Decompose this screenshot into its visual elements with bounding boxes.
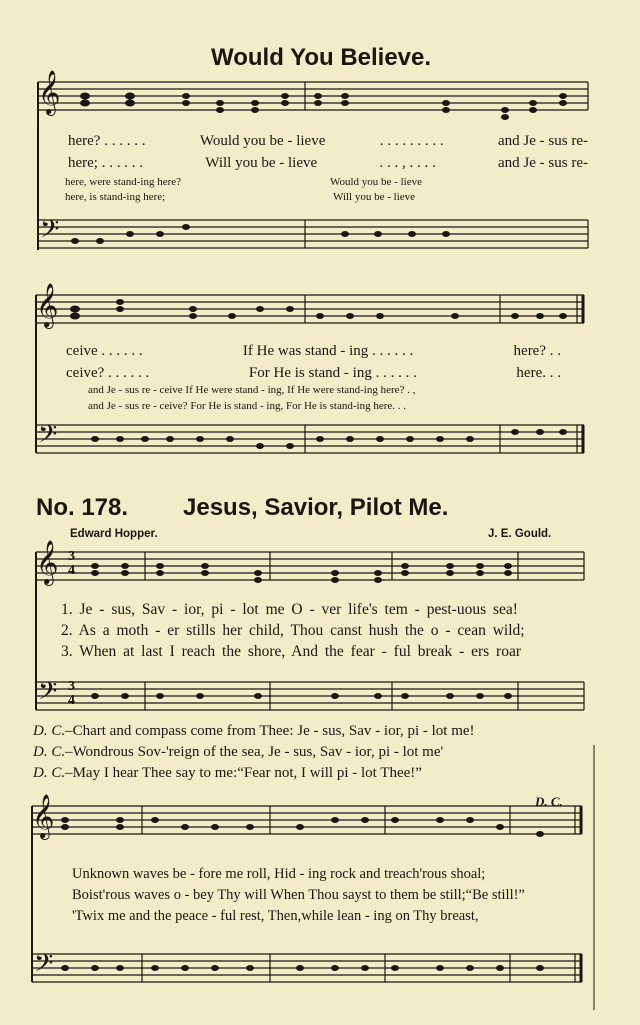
dc-mark: D. C. [535, 794, 563, 809]
hymn-number: No. 178. [36, 494, 129, 521]
bass-clef-icon: 𝄢 [40, 216, 60, 249]
dc-line: D. C.–Wondrous Sov-'reign of the sea, Je - sus, Sav - ior, pi - lot me' [33, 744, 444, 760]
bass-clef-icon: 𝄢 [34, 950, 54, 983]
lyric-line: here? . . . . . . Would you be - lieve . . . . . . . . . and Je - sus re- [68, 133, 588, 149]
dc-line: D. C.–May I hear Thee say to me:“Fear not, I will pi - lot Thee!” [33, 765, 422, 781]
verse-line: Boist'rous waves o - bey Thy will When Thou sayst to them be still;“Be still!” [72, 887, 525, 903]
composer-credit: J. E. Gould. [488, 528, 552, 540]
verse-line: 3. When at last I reach the shore, And the fear - ful break - ers roar [61, 643, 522, 660]
lyric-small: Would you be - lieve [330, 176, 422, 188]
treble-clef-icon: 𝄞 [36, 285, 59, 327]
time-signature: 3 4 [68, 679, 75, 708]
lyric-small: Will you be - lieve [333, 191, 416, 203]
lyric-small: here, is stand-ing here; [65, 191, 166, 203]
verse-line: 'Twix me and the peace - ful rest, Then,while lean - ing on Thy breast, [72, 908, 479, 924]
treble-clef-icon: 𝄞 [36, 542, 59, 584]
treble-clef-icon: 𝄞 [32, 796, 55, 838]
lyric-small: and Je - sus re - ceive? For He is stand - ing, For He is stand-ing here. . . [88, 400, 407, 412]
lyric-small: and Je - sus re - ceive If He were stand - ing, If He were stand-ing here? . , [88, 384, 416, 396]
author-credit: Edward Hopper. [70, 528, 158, 540]
verse-line: 1. Je - sus, Sav - ior, pi - lot me O - ver life's tem - pest-uous sea! [61, 601, 518, 618]
treble-clef-icon: 𝄞 [38, 72, 61, 114]
bass-clef-icon: 𝄢 [38, 678, 58, 711]
lyric-line: here; . . . . . . Will you be - lieve . . . , . . . . and Je - sus re- [68, 155, 588, 171]
bass-clef-icon: 𝄢 [38, 421, 58, 454]
hymn-title: Jesus, Savior, Pilot Me. [183, 494, 449, 521]
lyric-small: here, were stand-ing here? [65, 176, 182, 188]
hymn-title: Would You Believe. [211, 44, 432, 71]
lyric-line: ceive . . . . . . If He was stand - ing . . . . . . here? . . [66, 343, 561, 359]
verse-line: Unknown waves be - fore me roll, Hid - ing rock and treach'rous shoal; [72, 866, 486, 882]
time-signature: 3 4 [68, 549, 75, 578]
dc-line: D. C.–Chart and compass come from Thee: Je - sus, Sav - ior, pi - lot me! [33, 723, 475, 739]
lyric-line: ceive? . . . . . . For He is stand - ing . . . . . . here. . . [66, 365, 561, 381]
verse-line: 2. As a moth - er stills her child, Thou canst hush the o - cean wild; [61, 622, 525, 639]
